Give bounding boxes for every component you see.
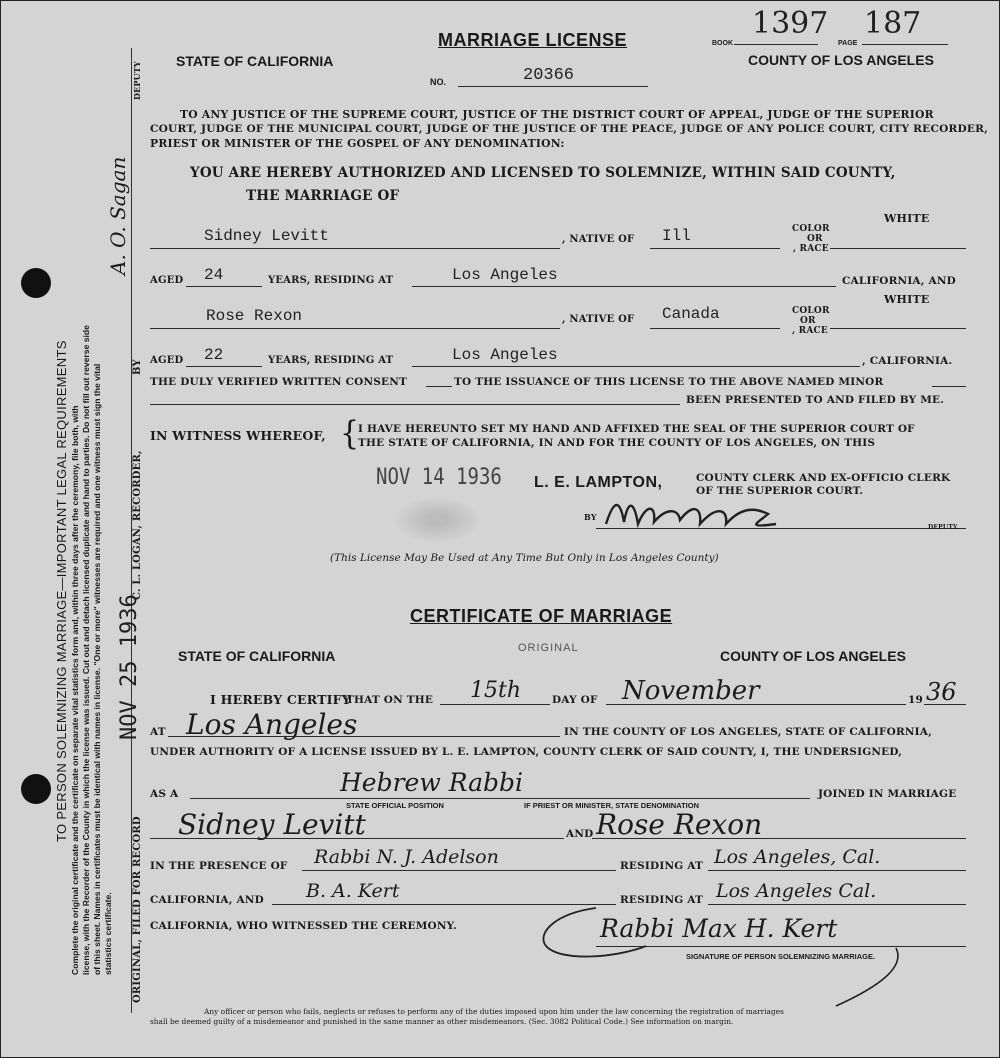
day-of-label: DAY OF <box>552 694 598 706</box>
page-number: 187 <box>864 6 922 41</box>
county-header: COUNTY OF LOS ANGELES <box>748 52 934 68</box>
marriage-month: November <box>622 676 760 706</box>
groom-color-label: COLOR OR , RACE <box>792 224 830 254</box>
license-footnote: (This License May Be Used at Any Time But Only in Los Angeles County) <box>330 552 719 564</box>
residing-at-1: RESIDING AT <box>620 860 704 872</box>
groom-native-label: , NATIVE OF <box>562 234 635 245</box>
groom-residence: Los Angeles <box>452 266 558 284</box>
certify-label: I HEREBY CERTIFY <box>210 692 351 707</box>
clerk-name: L. E. LAMPTON, <box>534 474 663 491</box>
bride-native: Canada <box>662 305 720 323</box>
license-no-label: NO. <box>430 77 447 87</box>
groom-residing-label: YEARS, RESIDING AT <box>268 275 394 286</box>
groom-age: 24 <box>204 266 224 284</box>
california-and-2: CALIFORNIA, AND <box>150 894 264 906</box>
witness-2-name: B. A. Kert <box>306 880 400 902</box>
consent-line-2: TO THE ISSUANCE OF THIS LICENSE TO THE ABOVE NAMED MINOR <box>454 376 884 388</box>
bride-race: WHITE <box>884 293 930 306</box>
bride-residence: Los Angeles <box>452 346 558 364</box>
penalty-line-2: shall be deemed guilty of a misdemeanor and punished in the same manner as other misdemeanors. (Sec. 3082 Political Code.) See information on margin. <box>150 1017 734 1026</box>
license-date-stamp: NOV 14 1936 <box>376 464 502 490</box>
witness-text-2: THE STATE OF CALIFORNIA, IN AND FOR THE COUNTY OF LOS ANGELES, ON THIS <box>358 437 876 449</box>
residing-at-2: RESIDING AT <box>620 894 704 906</box>
penalty-line-1: Any officer or person who fails, neglects or refuses to perform any of the duties imposed upon him under the law concerning the registration of marriages <box>204 1007 784 1016</box>
certificate-groom: Sidney Levitt <box>178 808 366 841</box>
recorder-label: C. L. LOGAN, RECORDER, <box>132 450 143 600</box>
at-label: AT <box>150 726 166 738</box>
filed-label: ORIGINAL, FILED FOR RECORD <box>132 816 143 1003</box>
in-county-text: IN THE COUNTY OF LOS ANGELES, STATE OF CALIFORNIA, <box>564 726 932 738</box>
marriage-place: Los Angeles <box>186 708 358 741</box>
consent-line-3: BEEN PRESENTED TO AND FILED BY ME. <box>686 394 945 406</box>
recorder-by: BY <box>132 359 143 375</box>
witness-whereof-label: IN WITNESS WHEREOF, <box>150 428 326 443</box>
groom-name: Sidney Levitt <box>204 227 329 245</box>
and-label: AND <box>566 828 594 840</box>
book-label: BOOK <box>712 40 733 47</box>
book-number: 1397 <box>752 6 829 41</box>
groom-aged-label: AGED <box>150 275 184 286</box>
year-prefix: 19 <box>908 694 924 706</box>
margin-text-4: statistics certificate. <box>103 892 113 975</box>
license-title: MARRIAGE LICENSE <box>438 30 628 50</box>
deputy-label-margin: DEPUTY <box>132 61 142 100</box>
groom-race: WHITE <box>884 212 930 225</box>
marriage-year: 36 <box>926 678 957 706</box>
signature-label: SIGNATURE OF PERSON SOLEMNIZING MARRIAGE. <box>686 952 876 961</box>
margin-text-2: license, with the Recorder of the County in which the license was issued. Cut out and detach licensed duplicate and hand to parties. Do not fill out reverse side <box>81 325 91 975</box>
certificate-county: COUNTY OF LOS ANGELES <box>720 648 906 664</box>
officiant-position: Hebrew Rabbi <box>340 768 523 797</box>
deputy-label: DEPUTY. <box>928 524 959 531</box>
by-label: BY <box>584 512 597 522</box>
bride-name: Rose Rexon <box>206 307 303 325</box>
if-priest-label: IF PRIEST OR MINISTER, STATE DENOMINATION <box>524 801 700 810</box>
officiant-signature: Rabbi Max H. Kert <box>600 914 838 943</box>
bride-age: 22 <box>204 346 224 364</box>
address-line-3: PRIEST OR MINISTER OF THE GOSPEL OF ANY DENOMINATION: <box>150 137 565 150</box>
deputy-signature: A. O. Sagan <box>106 156 130 275</box>
address-line-1: TO ANY JUSTICE OF THE SUPREME COURT, JUSTICE OF THE DISTRICT COURT OF APPEAL, JUDGE OF THE SUPERIOR <box>180 108 934 121</box>
as-a-label: AS A <box>150 788 179 800</box>
bride-residing-label: YEARS, RESIDING AT <box>268 355 394 366</box>
witness-1-residence: Los Angeles, Cal. <box>714 846 881 868</box>
clerk-title-1: COUNTY CLERK AND EX-OFFICIO CLERK <box>696 472 951 484</box>
bride-color-label: COLOR OR , RACE <box>792 306 830 336</box>
consent-line-1: THE DULY VERIFIED WRITTEN CONSENT <box>150 376 408 388</box>
groom-native: Ill <box>662 227 691 245</box>
page-label: PAGE <box>838 40 858 47</box>
authorized-text: YOU ARE HEREBY AUTHORIZED AND LICENSED TO SOLEMNIZE, WITHIN SAID COUNTY, <box>190 165 896 181</box>
joined-label: JOINED IN MARRIAGE <box>818 788 957 800</box>
witnessed-text: CALIFORNIA, WHO WITNESSED THE CEREMONY. <box>150 920 457 932</box>
clerk-title-2: OF THE SUPERIOR COURT. <box>696 485 864 497</box>
certificate-original: ORIGINAL <box>518 642 579 654</box>
state-header: STATE OF CALIFORNIA <box>176 53 334 69</box>
certificate-title: CERTIFICATE OF MARRIAGE <box>410 606 673 626</box>
address-line-2: COURT, JUDGE OF THE MUNICIPAL COURT, JUDGE OF THE JUSTICE OF THE PEACE, JUDGE OF ANY POLICE COURT, CITY RECORDER, <box>150 123 989 135</box>
margin-text-1: Complete the original certificate and the certificate on separate vital statistics form and, within three days after the ceremony, file both, with <box>70 405 80 975</box>
witness-brace: { <box>340 414 360 453</box>
margin-text-3: of this sheet. Names in certificates must be identical with names in license. "One or more" witnesses are required and one witness must sign the vital <box>92 363 102 975</box>
witness-1-name: Rabbi N. J. Adelson <box>314 846 499 868</box>
official-position-label: STATE OFFICIAL POSITION <box>346 801 444 810</box>
margin-title: TO PERSON SOLEMNIZING MARRIAGE—IMPORTANT LEGAL REQUIREMENTS <box>54 340 69 842</box>
marriage-day: 15th <box>470 678 522 703</box>
marriage-of: THE MARRIAGE OF <box>246 188 400 204</box>
authority-text: UNDER AUTHORITY OF A LICENSE ISSUED BY L. E. LAMPTON, COUNTY CLERK OF SAID COUNTY, I, THE UNDERSIGNED, <box>150 746 903 758</box>
bride-native-label: , NATIVE OF <box>562 314 635 325</box>
that-on-label: THAT ON THE <box>346 694 434 706</box>
witness-text-1: I HAVE HEREUNTO SET MY HAND AND AFFIXED THE SEAL OF THE SUPERIOR COURT OF <box>358 423 915 435</box>
presence-label: IN THE PRESENCE OF <box>150 860 288 872</box>
california-1: , CALIFORNIA. <box>862 355 953 367</box>
filed-date-stamp: NOV 25 1936 <box>117 594 142 740</box>
bride-aged-label: AGED <box>150 355 184 366</box>
witness-2-residence: Los Angeles Cal. <box>716 880 877 902</box>
california-and-1: CALIFORNIA, AND <box>842 275 956 287</box>
certificate-bride: Rose Rexon <box>596 808 763 841</box>
license-number: 20366 <box>523 66 575 85</box>
certificate-state: STATE OF CALIFORNIA <box>178 648 336 664</box>
